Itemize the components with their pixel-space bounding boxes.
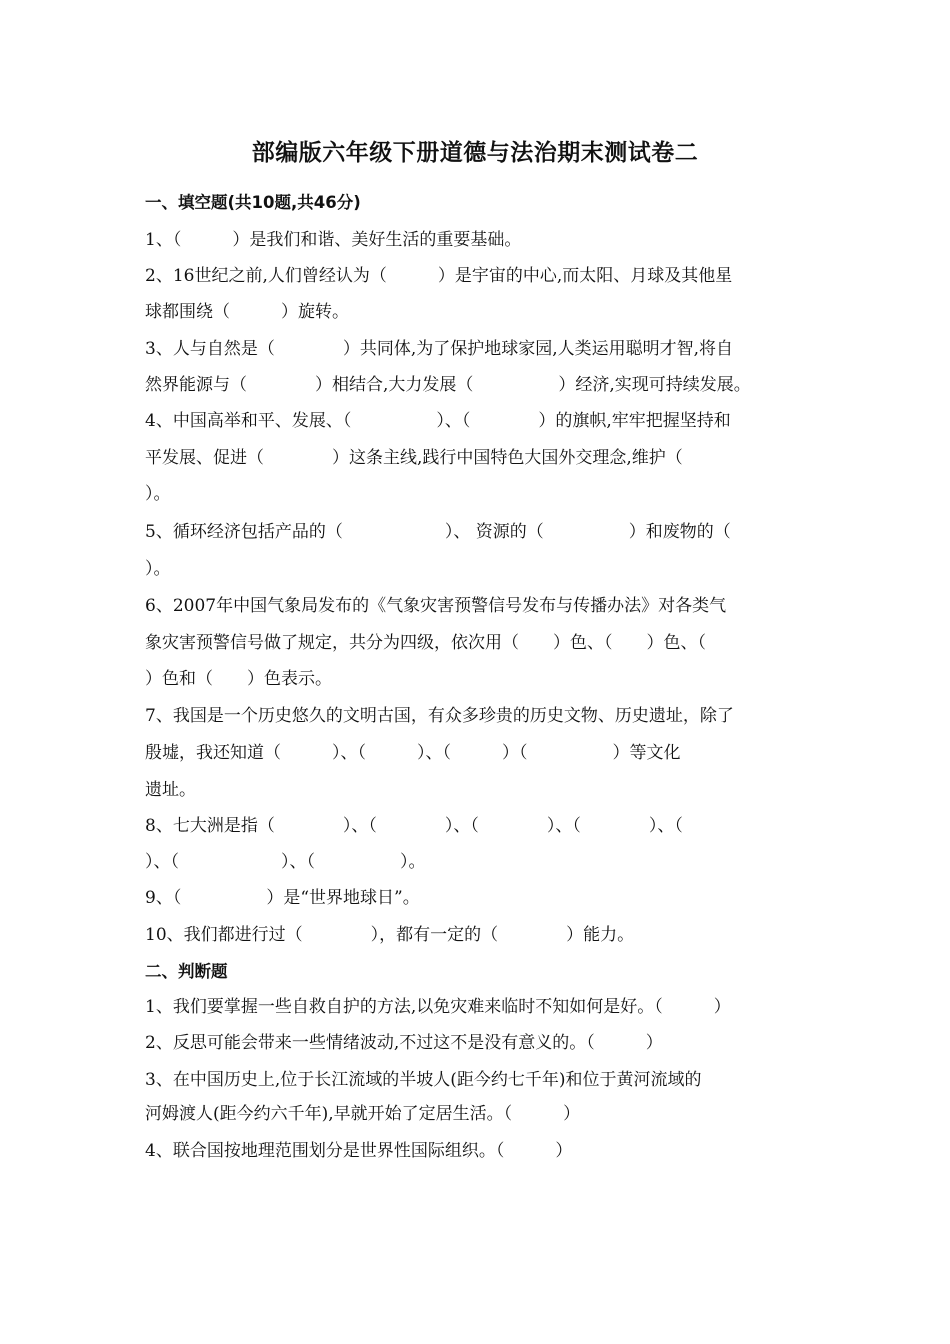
question-line: ）。 — [145, 559, 171, 579]
question-line: 10、我们都进行过（ ），都有一定的（ ）能力。 — [145, 925, 635, 945]
question-line: 1、我们要掌握一些自救自护的方法,以免灾难来临时不知如何是好。（ ） — [145, 997, 731, 1017]
question-line: 2、16世纪之前,人们曾经认为（ ）是宇宙的中心,而太阳、月球及其他星 — [145, 266, 733, 286]
question-line: 9、（ ）是“世界地球日”。 — [145, 888, 420, 908]
question-line: 4、联合国按地理范围划分是世界性国际组织。（ ） — [145, 1141, 573, 1161]
question-line: 球都围绕（ ）旋转。 — [145, 302, 349, 322]
question-line: 平发展、促进（ ）这条主线,践行中国特色大国外交理念,维护（ — [145, 448, 683, 468]
question-line: 4、中国高举和平、发展、（ ）、（ ）的旗帜,牢牢把握坚持和 — [145, 411, 731, 431]
question-line: 象灾害预警信号做了规定，共分为四级，依次用（ ）色、（ ）色、（ — [145, 633, 706, 653]
question-line: 2、反思可能会带来一些情绪波动,不过这不是没有意义的。（ ） — [145, 1033, 663, 1053]
question-line: ）。 — [145, 484, 171, 504]
question-line: 3、人与自然是（ ）共同体,为了保护地球家园,人类运用聪明才智,将自 — [145, 339, 734, 359]
document-title: 部编版六年级下册道德与法治期末测试卷二 — [251, 140, 699, 166]
question-line: 3、在中国历史上,位于长江流域的半坡人(距今约七千年)和位于黄河流域的 — [145, 1070, 702, 1090]
question-line: 1、（ ）是我们和谐、美好生活的重要基础。 — [145, 230, 522, 250]
question-line: 殷墟，我还知道（ ）、（ ）、（ ）（ ）等文化 — [145, 743, 681, 763]
question-line: 河姆渡人(距今约六千年),早就开始了定居生活。（ ） — [145, 1104, 581, 1124]
section-heading-fill-in: 一、填空题(共10题,共46分) — [145, 193, 361, 212]
question-line: 7、我国是一个历史悠久的文明古国，有众多珍贵的历史文物、历史遗址，除了 — [145, 706, 734, 726]
question-line: 6、2007年中国气象局发布的《气象灾害预警信号发布与传播办法》对各类气 — [145, 596, 727, 616]
question-line: ）、（ ）、（ ）。 — [145, 852, 426, 872]
question-line: 8、七大洲是指（ ）、（ ）、（ ）、（ ）、（ — [145, 816, 683, 836]
question-line: 然界能源与（ ）相结合,大力发展（ ）经济,实现可持续发展。 — [145, 375, 751, 395]
section-heading-true-false: 二、判断题 — [145, 962, 228, 981]
question-line: ）色和（ ）色表示。 — [145, 669, 332, 689]
question-line: 5、循环经济包括产品的（ ）、 资源的（ ）和废物的（ — [145, 522, 731, 542]
question-line: 遗址。 — [145, 780, 196, 800]
